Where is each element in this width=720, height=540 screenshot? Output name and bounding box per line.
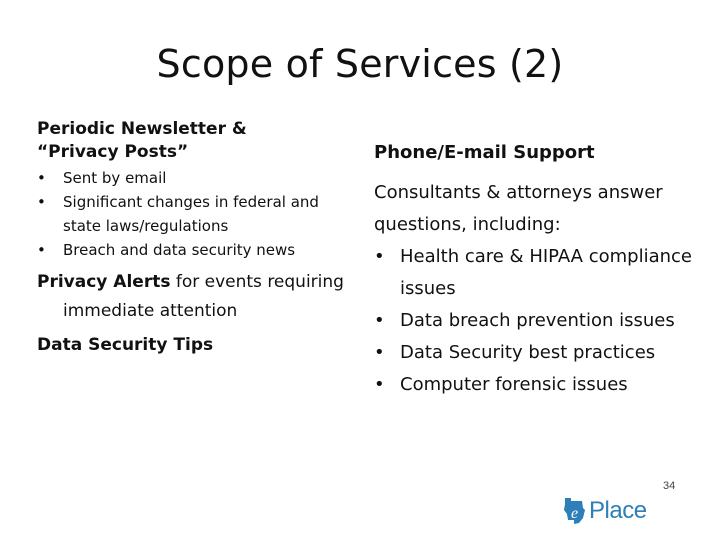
support-bullet <box>374 337 704 369</box>
privacy-alerts-label: Privacy Alerts <box>37 272 171 292</box>
bullet-icon: • <box>37 193 46 211</box>
support-bullet <box>374 305 704 337</box>
svg-text:e: e <box>571 505 579 522</box>
bullet-icon: • <box>374 374 385 395</box>
bullet-text: Sent by email <box>63 169 167 187</box>
bullet-text: Health care & HIPAA compliance issues <box>400 246 692 299</box>
bullet-icon: • <box>374 310 385 331</box>
logo-wordmark: Place <box>589 497 647 524</box>
support-bullet <box>374 369 704 401</box>
bullet-text: Data Security best practices <box>400 342 656 363</box>
left-column <box>37 118 357 360</box>
page-number: 34 <box>663 480 676 492</box>
bullet-text: Breach and data security news <box>63 241 296 259</box>
bullet-text: Data breach prevention issues <box>400 310 675 331</box>
newsletter-bullet <box>37 190 357 238</box>
privacy-alerts-text: for events requiring immediate attention <box>63 272 344 321</box>
slide-title: Scope of Services (2) <box>156 42 564 86</box>
newsletter-heading-line2: “Privacy Posts” <box>37 142 189 162</box>
support-bullet <box>374 241 704 305</box>
bullet-icon: • <box>374 342 385 363</box>
support-heading: Phone/E-mail Support <box>374 142 595 163</box>
bullet-icon: • <box>37 169 46 187</box>
data-security-tips-label: Data Security Tips <box>37 335 214 355</box>
bullet-text: Computer forensic issues <box>400 374 628 395</box>
bullet-icon: • <box>374 246 385 267</box>
state-map-icon <box>562 496 586 526</box>
support-intro: Consultants & attorneys answer questions, including: <box>374 182 663 235</box>
newsletter-bullet <box>37 238 357 262</box>
newsletter-bullet <box>37 166 357 190</box>
data-security-tips-item <box>37 331 357 360</box>
eplace-logo <box>562 494 647 528</box>
right-column <box>374 141 704 401</box>
bullet-icon: • <box>37 241 46 259</box>
newsletter-heading-line1: Periodic Newsletter & <box>37 119 247 139</box>
privacy-alerts-item <box>37 268 357 326</box>
bullet-text: Significant changes in federal and state laws/regulations <box>63 193 319 235</box>
